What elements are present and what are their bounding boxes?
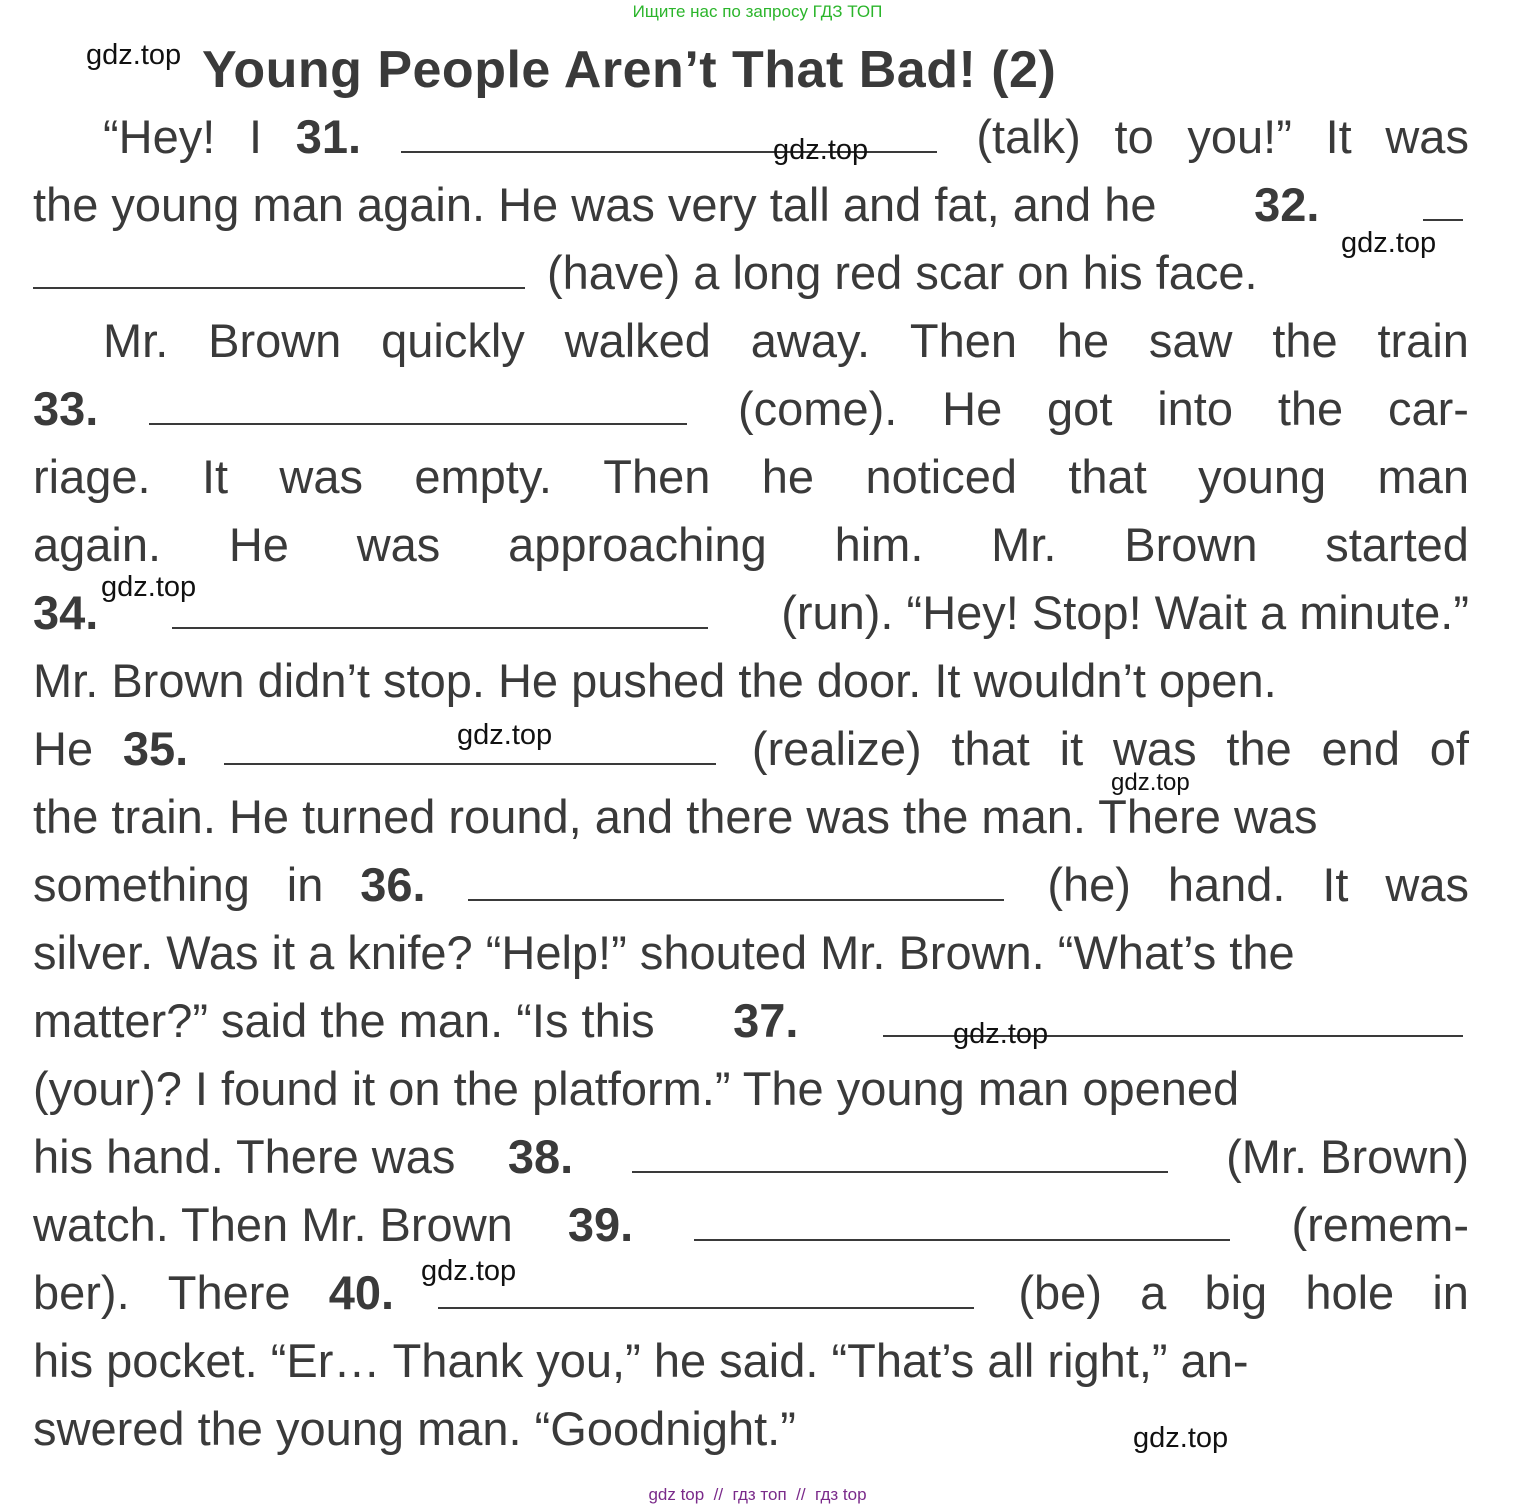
word: got — [1047, 382, 1113, 435]
watermark: gdz.top — [1111, 769, 1190, 796]
word: (he) — [1047, 858, 1131, 911]
word: you!” — [1187, 110, 1292, 163]
word: the — [1272, 314, 1338, 367]
text-line-9 — [33, 647, 1469, 715]
word: it — [1059, 722, 1084, 775]
item-number-31: 31. — [295, 110, 362, 163]
word: in — [286, 858, 324, 911]
text-line-6 — [33, 443, 1469, 511]
item-number-32: 32. — [1254, 178, 1320, 231]
word: hand. — [1167, 858, 1286, 911]
word: He — [228, 518, 289, 571]
word: walked — [564, 314, 711, 367]
item-number-33: 33. — [33, 382, 99, 435]
word: He — [33, 722, 94, 775]
word: was — [1385, 858, 1469, 911]
word: It — [201, 450, 229, 503]
answer-blank-32[interactable] — [1423, 219, 1463, 221]
text-line-19 — [33, 1327, 1469, 1395]
text-segment: watch. Then Mr. Brown — [33, 1198, 513, 1251]
watermark: gdz.top — [421, 1255, 517, 1287]
text-line-4 — [103, 307, 1469, 375]
word: something — [33, 858, 250, 911]
text-segment: the train. He turned round, and there was the man. There was — [33, 790, 1318, 843]
text-line-2 — [33, 171, 1469, 239]
text-line-8 — [33, 579, 1469, 647]
text-segment: his hand. There was — [33, 1130, 456, 1183]
word: approaching — [508, 518, 767, 571]
word: Mr. — [991, 518, 1057, 571]
text-line-17 — [33, 1191, 1469, 1259]
text-segment: matter?” said the man. “Is this — [33, 994, 655, 1047]
watermark: gdz.top — [1341, 227, 1437, 259]
word: the — [1277, 382, 1344, 435]
word: train — [1377, 314, 1469, 367]
word: (realize) — [751, 722, 922, 775]
word: There — [167, 1266, 291, 1319]
word: hole — [1305, 1266, 1395, 1319]
word: the — [1226, 722, 1292, 775]
text-segment: (have) a long red scar on his face. — [547, 246, 1258, 299]
word: Then — [909, 314, 1017, 367]
word: into — [1157, 382, 1233, 435]
word: young — [1198, 450, 1327, 503]
text-line-15 — [33, 1055, 1469, 1123]
word: I — [248, 110, 263, 163]
answer-blank-32-cont[interactable] — [33, 287, 525, 289]
text-segment: Mr. Brown didn’t stop. He pushed the door. It wouldn’t open. — [33, 654, 1277, 707]
word: (talk) — [976, 110, 1081, 163]
item-number-37: 37. — [733, 994, 799, 1047]
word: that — [1068, 450, 1147, 503]
page-title: Young People Aren’t That Bad! (2) — [202, 41, 1057, 99]
word: (come). — [738, 382, 898, 435]
watermark: gdz.top — [1133, 1422, 1229, 1454]
answer-blank-40[interactable] — [438, 1307, 974, 1309]
word: Brown — [208, 314, 342, 367]
word: was — [1385, 110, 1469, 163]
text-segment: (run). “Hey! Stop! Wait a minute.” — [781, 586, 1469, 639]
answer-blank-33[interactable] — [149, 423, 687, 425]
word: saw — [1148, 314, 1233, 367]
word: away. — [750, 314, 871, 367]
word: quickly — [381, 314, 525, 367]
word: a — [1140, 1266, 1167, 1319]
text-line-10 — [33, 715, 1469, 783]
text-segment: swered the young man. “Goodnight.” — [33, 1402, 796, 1455]
word: Brown — [1124, 518, 1258, 571]
top-banner: Ищите нас по запросу ГДЗ ТОП — [632, 2, 883, 21]
text-line-11 — [33, 783, 1469, 851]
word: end — [1321, 722, 1400, 775]
item-number-36: 36. — [360, 858, 426, 911]
watermark: gdz.top — [953, 1018, 1049, 1050]
text-line-13 — [33, 919, 1469, 987]
text-segment: (remem- — [1291, 1198, 1469, 1251]
text-line-7 — [33, 511, 1469, 579]
item-number-34: 34. — [33, 586, 99, 639]
word: It — [1325, 110, 1352, 163]
word: he — [1056, 314, 1110, 367]
word: Then — [603, 450, 711, 503]
text-line-12 — [33, 851, 1469, 919]
watermark: gdz.top — [86, 39, 182, 71]
answer-blank-34[interactable] — [172, 627, 708, 629]
word: ber). — [33, 1266, 130, 1319]
word: of — [1429, 722, 1469, 775]
word: was — [1112, 722, 1197, 775]
word: to — [1114, 110, 1154, 163]
watermark: gdz.top — [457, 719, 553, 751]
word: It — [1322, 858, 1349, 911]
word: again. — [33, 518, 162, 571]
answer-blank-38[interactable] — [632, 1171, 1168, 1173]
answer-blank-39[interactable] — [694, 1239, 1230, 1241]
word: man — [1377, 450, 1469, 503]
text-segment: silver. Was it a knife? “Help!” shouted Mr. Brown. “What’s the — [33, 926, 1295, 979]
watermark: gdz.top — [773, 134, 869, 166]
answer-blank-35[interactable] — [224, 763, 716, 765]
text-line-5 — [33, 375, 1469, 443]
footer-links: gdz top // гдз топ // гдз top — [648, 1485, 867, 1504]
answer-blank-36[interactable] — [468, 899, 1004, 901]
watermark: gdz.top — [101, 571, 197, 603]
text-segment: (your)? I found it on the platform.” The young man opened — [33, 1062, 1240, 1115]
word: car- — [1388, 382, 1469, 435]
word: that — [951, 722, 1030, 775]
word: was — [356, 518, 441, 571]
word: noticed — [865, 450, 1017, 503]
word: he — [761, 450, 815, 503]
word: empty. — [414, 450, 552, 503]
text-line-18 — [33, 1259, 1469, 1327]
word: was — [279, 450, 364, 503]
word: him. — [834, 518, 924, 571]
word: (be) — [1018, 1266, 1102, 1319]
text-line-16 — [33, 1123, 1469, 1191]
item-number-39: 39. — [567, 1198, 634, 1251]
word: big — [1204, 1266, 1268, 1319]
text-line-20 — [33, 1395, 1469, 1463]
item-number-35: 35. — [122, 722, 189, 775]
text-segment: the young man again. He was very tall and fat, and he — [33, 178, 1157, 231]
word: “Hey! — [103, 110, 216, 163]
item-number-38: 38. — [507, 1130, 574, 1183]
word: in — [1432, 1266, 1469, 1319]
word: Mr. — [103, 314, 169, 367]
word: riage. — [33, 450, 151, 503]
item-number-40: 40. — [328, 1266, 395, 1319]
word: He — [942, 382, 1003, 435]
word: started — [1325, 518, 1469, 571]
text-line-14 — [33, 987, 1469, 1055]
text-segment: his pocket. “Er… Thank you,” he said. “That’s all right,” an- — [33, 1334, 1249, 1387]
text-segment: (Mr. Brown) — [1226, 1130, 1469, 1183]
text-line-3 — [33, 239, 1469, 307]
